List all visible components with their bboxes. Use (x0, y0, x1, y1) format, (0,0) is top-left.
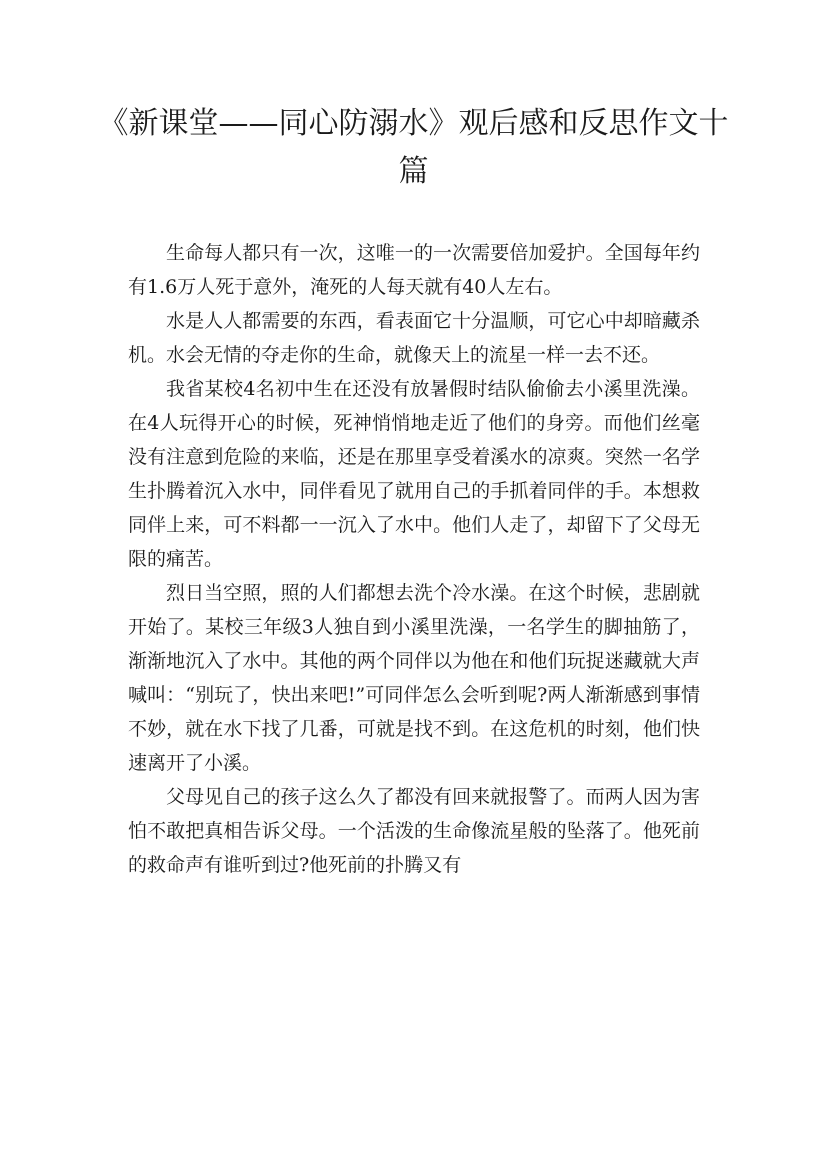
paragraph-5: 父母见自己的孩子这么久了都没有回来就报警了。而两人因为害怕不敢把真相告诉父母。一个活泼的生命像流星般的坠落了。他死前的救命声有谁听到过?他死前的扑腾又有 (128, 786, 700, 876)
paragraph-2: 水是人人都需要的东西，看表面它十分温顺，可它心中却暗藏杀机。水会无情的夺走你的生命，就像天上的流星一样一去不还。 (128, 310, 700, 366)
paragraph-1: 生命每人都只有一次，这唯一的一次需要倍加爱护。全国每年约有1.6万人死于意外，淹死的人每天就有40人左右。 (128, 242, 700, 298)
document-title: 《新课堂——同心防溺水》观后感和反思作文十篇 (98, 106, 729, 189)
paragraph-3: 我省某校4名初中生在还没有放暑假时结队偷偷去小溪里洗澡。在4人玩得开心的时候，死神悄悄地走近了他们的身旁。而他们丝毫没有注意到危险的来临，还是在那里享受着溪水的凉爽。突然一名学生扑腾着沉入水中，同伴看见了就用自己的手抓着同伴的手。本想救同伴上来，可不料都一一沉入了水中。他们人走了，却留下了父母无限的痛苦。 (128, 378, 700, 570)
paragraph-4: 烈日当空照，照的人们都想去洗个冷水澡。在这个时候，悲剧就开始了。某校三年级3人独自到小溪里洗澡，一名学生的脚抽筋了，渐渐地沉入了水中。其他的两个同伴以为他在和他们玩捉迷藏就大声喊叫：“别玩了，快出来吧!”可同伴怎么会听到呢?两人渐渐感到事情不妙，就在水下找了几番，可就是找不到。在这危机的时刻，他们快速离开了小溪。 (128, 582, 700, 774)
document-body (128, 236, 700, 882)
